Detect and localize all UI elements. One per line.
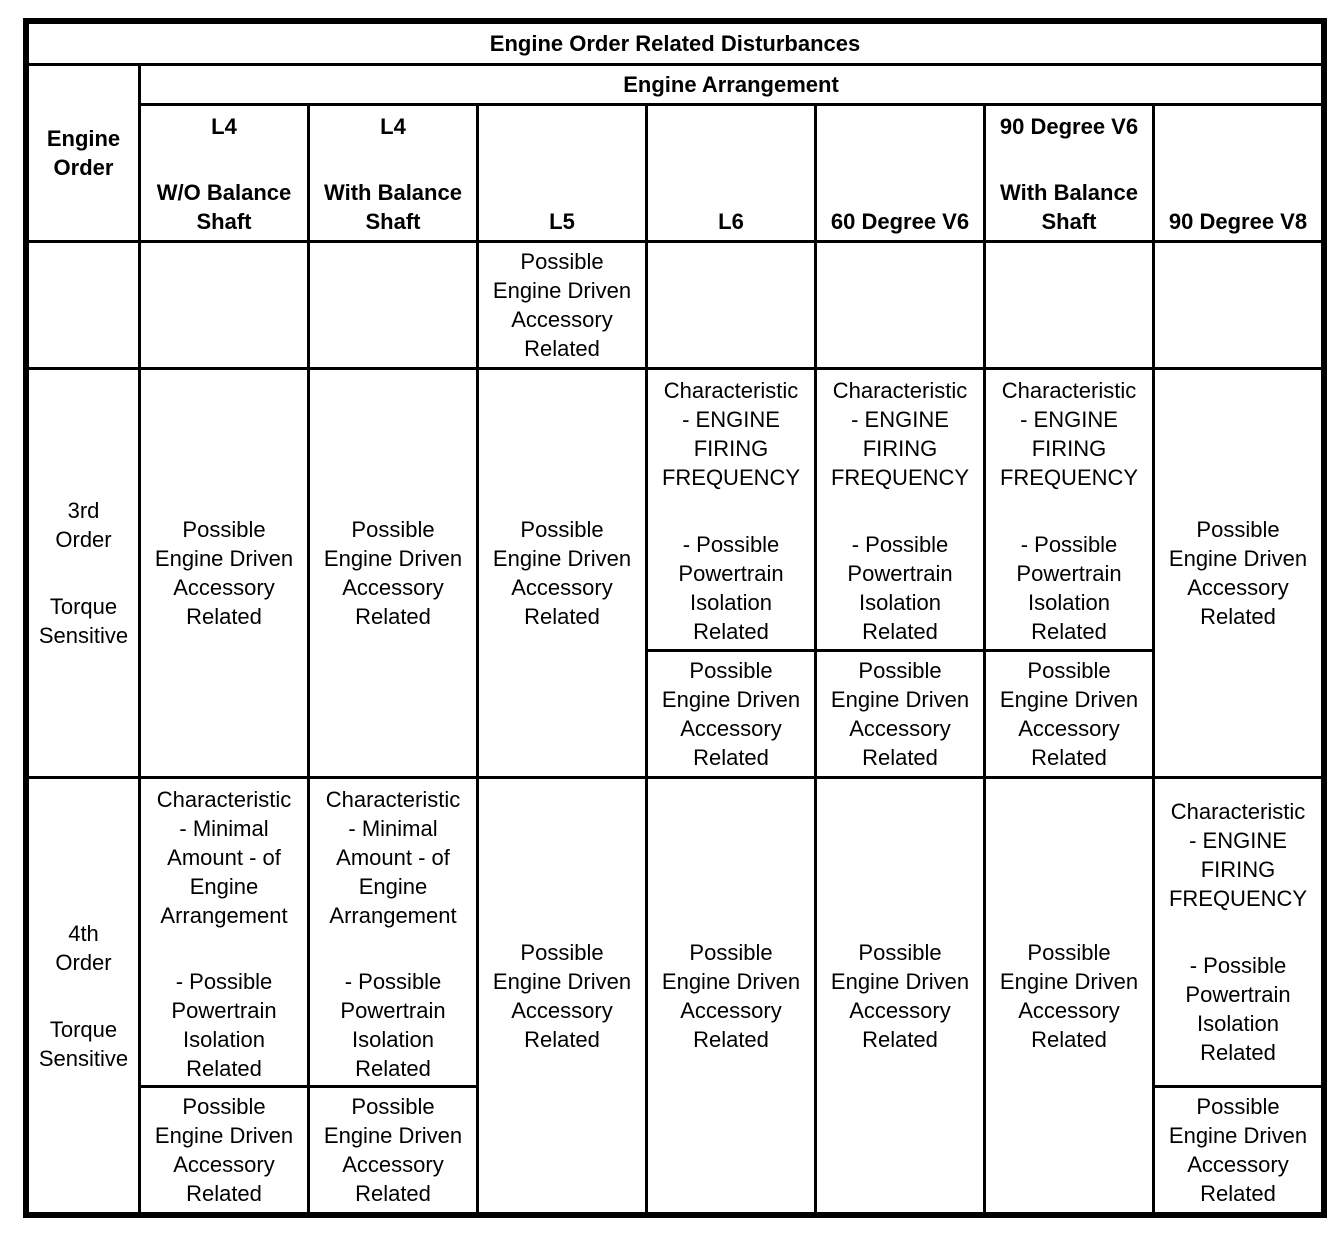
row1-60v6-cell	[814, 240, 986, 370]
accessory-line-4: Related	[1200, 1181, 1276, 1206]
accessory-line-1: Possible	[520, 517, 604, 542]
o4-l4-wo-minimal	[138, 776, 310, 1088]
powertrain-line-3: Isolation	[1197, 1011, 1279, 1036]
table-title: Engine Order Related Disturbances	[26, 21, 1324, 66]
torque-word: Torque	[49, 594, 118, 619]
accessory-line-2: Engine Driven	[154, 1123, 294, 1148]
row1-l4-with-cell	[307, 240, 479, 370]
column-header-bottom-1: L6	[718, 209, 744, 234]
accessory-line-2: Engine Driven	[1168, 546, 1308, 571]
accessory-line-4: Related	[355, 604, 431, 629]
disturbance-table	[23, 18, 1327, 1218]
engine-order-line-2: Order	[53, 155, 114, 180]
powertrain-line-4: Related	[1031, 619, 1107, 644]
order-word: Order	[55, 949, 112, 975]
accessory-line-3: Accessory	[1187, 575, 1289, 600]
column-header-l6	[645, 103, 817, 243]
row1-l4-wo-cell	[138, 240, 310, 370]
row1-l6-cell	[645, 240, 817, 370]
accessory-line-3: Accessory	[849, 716, 951, 741]
accessory-line-2: Engine Driven	[492, 546, 632, 571]
powertrain-line-1: - Possible	[344, 969, 442, 994]
firing-line-2: - ENGINE	[1189, 828, 1287, 853]
o4-90v6-accessory	[983, 776, 1155, 1215]
accessory-line-3: Accessory	[680, 997, 782, 1023]
column-header-top: 90 Degree V6	[999, 114, 1139, 139]
order-number: 4th	[68, 920, 99, 946]
column-header-bottom-1: With Balance	[1000, 180, 1138, 205]
accessory-line-2: Engine Driven	[830, 968, 970, 994]
sensitive-word: Sensitive	[38, 623, 129, 648]
o3-90v6-firing	[983, 367, 1155, 652]
powertrain-line-3: Isolation	[859, 590, 941, 615]
o4-l4-with-minimal	[307, 776, 479, 1088]
row-label-3rd-order	[26, 367, 141, 779]
firing-line-4: FREQUENCY	[999, 465, 1139, 490]
firing-line-3: FIRING	[693, 436, 769, 461]
o3-l4-wo-accessory	[138, 367, 310, 779]
row1-order-cell	[26, 240, 141, 370]
minimal-line-1: Characteristic	[325, 787, 461, 812]
firing-line-1: Characteristic	[1170, 799, 1306, 824]
accessory-line-3: Accessory	[511, 307, 613, 332]
accessory-line-3: Accessory	[173, 1152, 275, 1177]
firing-line-1: Characteristic	[663, 378, 799, 403]
accessory-line-3: Accessory	[680, 716, 782, 741]
firing-line-3: FIRING	[1031, 436, 1107, 461]
powertrain-line-2: Powertrain	[1016, 561, 1122, 586]
minimal-line-2: - Minimal	[179, 816, 269, 841]
o3-60v6-firing	[814, 367, 986, 652]
firing-line-1: Characteristic	[832, 378, 968, 403]
minimal-line-5: Arrangement	[160, 903, 288, 928]
o4-l4-wo-accessory	[138, 1085, 310, 1215]
accessory-line-1: Possible	[1196, 1094, 1280, 1119]
accessory-line-3: Accessory	[511, 997, 613, 1023]
accessory-line-1: Possible	[351, 517, 435, 542]
powertrain-line-1: - Possible	[1189, 953, 1287, 978]
powertrain-line-2: Powertrain	[340, 998, 446, 1023]
accessory-line-1: Possible	[351, 1094, 435, 1119]
accessory-line-4: Related	[1031, 745, 1107, 770]
column-header-top: L4	[211, 114, 237, 139]
accessory-line-2: Engine Driven	[1168, 1123, 1308, 1148]
accessory-line-2: Engine Driven	[154, 546, 294, 571]
accessory-line-4: Related	[186, 1181, 262, 1206]
column-header-l4-wo-balance	[138, 103, 310, 243]
powertrain-line-3: Isolation	[690, 590, 772, 615]
powertrain-line-2: Powertrain	[847, 561, 953, 586]
firing-line-4: FREQUENCY	[661, 465, 801, 490]
firing-line-1: Characteristic	[1001, 378, 1137, 403]
column-header-bottom-1: L5	[549, 209, 575, 234]
powertrain-line-1: - Possible	[682, 532, 780, 557]
accessory-line-2: Engine Driven	[999, 968, 1139, 994]
row-label-4th-order	[26, 776, 141, 1215]
o4-v8-firing	[1152, 776, 1324, 1088]
row1-90v6-cell	[983, 240, 1155, 370]
o4-60v6-accessory	[814, 776, 986, 1215]
powertrain-line-4: Related	[862, 619, 938, 644]
powertrain-line-3: Isolation	[183, 1027, 265, 1052]
engine-arrangement-header: Engine Arrangement	[138, 63, 1324, 106]
firing-line-4: FREQUENCY	[830, 465, 970, 490]
accessory-line-4: Related	[524, 336, 600, 361]
accessory-line-4: Related	[862, 745, 938, 770]
accessory-line-1: Possible	[1027, 939, 1111, 965]
accessory-line-3: Accessory	[511, 575, 613, 600]
row1-l5-cell	[476, 240, 648, 370]
accessory-line-1: Possible	[1027, 658, 1111, 683]
powertrain-line-2: Powertrain	[1185, 982, 1291, 1007]
column-header-bottom-2: Shaft	[1041, 209, 1097, 234]
engine-order-line-1: Engine	[46, 126, 121, 151]
sensitive-word: Sensitive	[38, 1045, 129, 1071]
powertrain-line-1: - Possible	[1020, 532, 1118, 557]
accessory-line-1: Possible	[520, 939, 604, 965]
row1-90v8-cell	[1152, 240, 1324, 370]
accessory-line-3: Accessory	[1018, 997, 1120, 1023]
firing-line-2: - ENGINE	[1020, 407, 1118, 432]
column-header-bottom-1: 90 Degree V8	[1168, 209, 1308, 234]
accessory-line-1: Possible	[858, 658, 942, 683]
powertrain-line-3: Isolation	[1028, 590, 1110, 615]
accessory-line-3: Accessory	[849, 997, 951, 1023]
powertrain-line-3: Isolation	[352, 1027, 434, 1052]
accessory-line-2: Engine Driven	[830, 687, 970, 712]
order-word: Order	[55, 527, 112, 552]
powertrain-line-4: Related	[355, 1056, 431, 1081]
accessory-line-3: Accessory	[173, 575, 275, 600]
accessory-line-1: Possible	[1196, 517, 1280, 542]
minimal-line-1: Characteristic	[156, 787, 292, 812]
accessory-line-4: Related	[524, 1026, 600, 1052]
o3-l6-firing	[645, 367, 817, 652]
accessory-line-4: Related	[693, 1026, 769, 1052]
o3-l5-accessory	[476, 367, 648, 779]
engine-order-header	[26, 63, 141, 243]
column-header-bottom-1: With Balance	[324, 180, 462, 205]
accessory-line-2: Engine Driven	[323, 1123, 463, 1148]
firing-line-2: - ENGINE	[851, 407, 949, 432]
o4-l5-accessory	[476, 776, 648, 1215]
o3-60v6-accessory	[814, 649, 986, 779]
accessory-line-1: Possible	[858, 939, 942, 965]
torque-word: Torque	[49, 1016, 118, 1042]
powertrain-line-1: - Possible	[851, 532, 949, 557]
accessory-line-2: Engine Driven	[492, 968, 632, 994]
firing-line-3: FIRING	[1200, 857, 1276, 882]
accessory-line-4: Related	[862, 1026, 938, 1052]
powertrain-line-2: Powertrain	[171, 998, 277, 1023]
powertrain-line-4: Related	[693, 619, 769, 644]
o3-l6-accessory	[645, 649, 817, 779]
accessory-line-3: Accessory	[1187, 1152, 1289, 1177]
accessory-line-1: Possible	[520, 249, 604, 274]
order-number: 3rd	[67, 498, 100, 523]
o4-l4-with-accessory	[307, 1085, 479, 1215]
column-header-l5	[476, 103, 648, 243]
accessory-line-4: Related	[693, 745, 769, 770]
accessory-line-3: Accessory	[342, 575, 444, 600]
accessory-line-2: Engine Driven	[323, 546, 463, 571]
column-header-90-degree-v8	[1152, 103, 1324, 243]
column-header-top: L4	[380, 114, 406, 139]
column-header-90-degree-v6	[983, 103, 1155, 243]
minimal-line-3: Amount - of	[336, 845, 450, 870]
accessory-line-4: Related	[524, 604, 600, 629]
firing-line-4: FREQUENCY	[1168, 886, 1308, 911]
o3-l4-with-accessory	[307, 367, 479, 779]
o3-v8-accessory	[1152, 367, 1324, 779]
o4-v8-accessory	[1152, 1085, 1324, 1215]
firing-line-3: FIRING	[862, 436, 938, 461]
accessory-line-3: Accessory	[342, 1152, 444, 1177]
powertrain-line-2: Powertrain	[678, 561, 784, 586]
accessory-line-2: Engine Driven	[661, 968, 801, 994]
accessory-line-2: Engine Driven	[492, 278, 632, 303]
minimal-line-4: Engine	[189, 874, 259, 899]
accessory-line-2: Engine Driven	[661, 687, 801, 712]
o4-l6-accessory	[645, 776, 817, 1215]
accessory-line-4: Related	[1200, 604, 1276, 629]
firing-line-2: - ENGINE	[682, 407, 780, 432]
minimal-line-4: Engine	[358, 874, 428, 899]
accessory-line-4: Related	[355, 1181, 431, 1206]
column-header-bottom-1: 60 Degree V6	[830, 209, 970, 234]
accessory-line-2: Engine Driven	[999, 687, 1139, 712]
column-header-60-degree-v6	[814, 103, 986, 243]
accessory-line-4: Related	[1031, 1026, 1107, 1052]
column-header-bottom-1: W/O Balance	[156, 180, 292, 205]
accessory-line-1: Possible	[182, 517, 266, 542]
minimal-line-5: Arrangement	[329, 903, 457, 928]
powertrain-line-4: Related	[186, 1056, 262, 1081]
accessory-line-1: Possible	[182, 1094, 266, 1119]
o3-90v6-accessory	[983, 649, 1155, 779]
accessory-line-1: Possible	[689, 658, 773, 683]
accessory-line-3: Accessory	[1018, 716, 1120, 741]
column-header-bottom-2: Shaft	[196, 209, 252, 234]
minimal-line-3: Amount - of	[167, 845, 281, 870]
powertrain-line-4: Related	[1200, 1040, 1276, 1065]
accessory-line-1: Possible	[689, 939, 773, 965]
minimal-line-2: - Minimal	[348, 816, 438, 841]
column-header-l4-with-balance	[307, 103, 479, 243]
column-header-bottom-2: Shaft	[365, 209, 421, 234]
accessory-line-4: Related	[186, 604, 262, 629]
powertrain-line-1: - Possible	[175, 969, 273, 994]
